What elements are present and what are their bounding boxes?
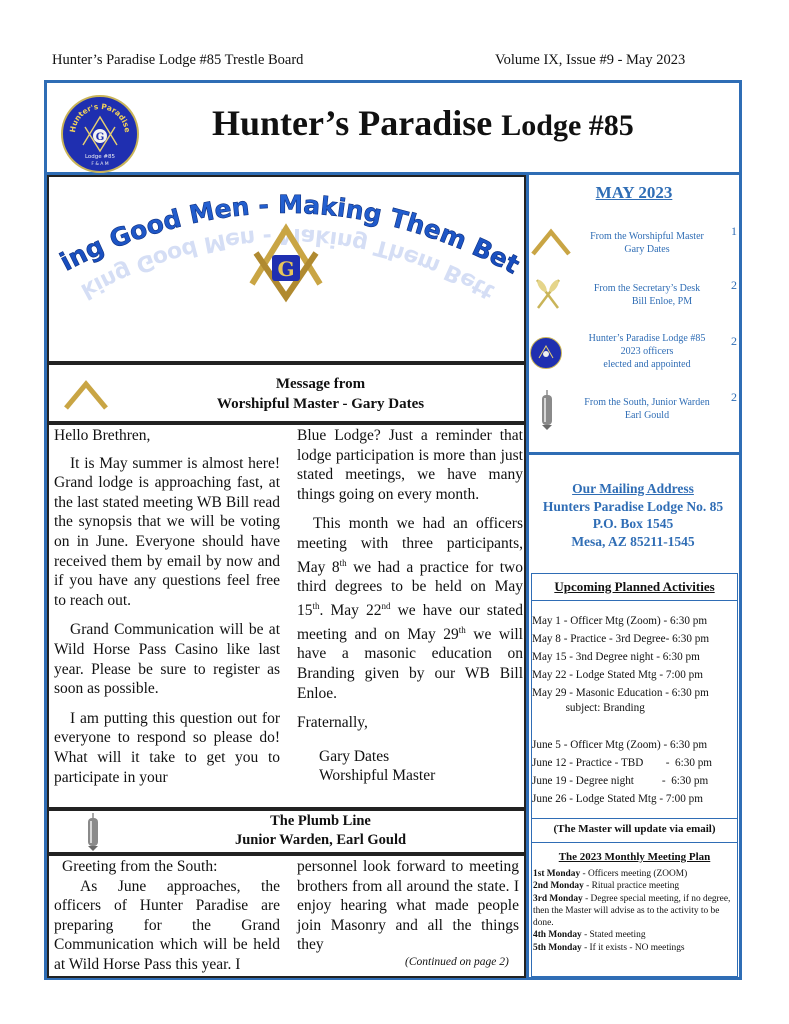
toc-item-line: Hunter’s Paradise Lodge #85 xyxy=(588,333,706,344)
paragraph: personnel look forward to meeting brothers from all around the state. I enjoy hearing what made people join Masonry and all the things they xyxy=(297,858,519,954)
plan-row: 2nd Monday - Ritual practice meeting xyxy=(533,881,680,892)
plan-row: 3rd Monday - Degree special meeting, if no degree, then the Master will advise as to the activity to be done. xyxy=(533,893,731,929)
activity-item: subject: Branding xyxy=(532,702,645,714)
toc-item-line: From the Secretary’s Desk xyxy=(593,283,701,294)
seal-bottom-text: F & A M xyxy=(91,162,109,167)
activity-item: May 8 - Practice - 3rd Degree- 6:30 pm xyxy=(532,633,710,645)
message-column-1 xyxy=(54,426,280,797)
signature-name: Gary Dates xyxy=(319,747,390,765)
toc-divider xyxy=(526,452,742,455)
square-icon xyxy=(531,228,571,260)
june-activities xyxy=(532,738,712,807)
paragraph: It is May summer is almost here! Grand lodge is approaching fast, at the last stated meeting WB Bill read the synopsis that we will be voting on in June. Everyone should have received them by email by now and if you have any questions feel free to reach out. xyxy=(54,454,280,609)
plumb-greeting: Greeting from the South: xyxy=(62,858,218,875)
closing: Fraternally, xyxy=(297,714,368,732)
title-lodge-number: Lodge #85 xyxy=(501,109,634,142)
seal-mid-text: Lodge #85 xyxy=(84,154,116,160)
activity-item: June 19 - Degree night - 6:30 pm xyxy=(532,775,709,787)
continued-note: (Continued on page 2) xyxy=(405,956,509,968)
title-main: Hunter’s Paradise xyxy=(212,103,493,143)
emblem-letter: G xyxy=(277,257,295,281)
mailing-address xyxy=(526,480,740,550)
toc-item-2[interactable] xyxy=(572,282,722,308)
activity-item: May 15 - 3nd Degree night - 6:30 pm xyxy=(532,651,700,663)
plumb-title-line1: The Plumb Line xyxy=(270,813,371,829)
paragraph: Blue Lodge? Just a reminder that lodge participation is more than just stated meetings, we have many things going on every month. xyxy=(297,427,523,503)
message-title xyxy=(118,374,523,414)
toc-item-line: 2023 officers xyxy=(620,346,674,357)
square-emblem-icon xyxy=(64,380,108,414)
note-divider-top xyxy=(531,818,738,819)
toc-page-number: 1 xyxy=(731,224,737,238)
toc-item-line: Bill Enloe, PM xyxy=(631,296,693,307)
mailing-line: Mesa, AZ 85211-1545 xyxy=(571,533,695,549)
running-header-right: Volume IX, Issue #9 - May 2023 xyxy=(495,52,686,68)
note-divider-bottom xyxy=(531,842,738,843)
toc-item-3[interactable] xyxy=(572,332,722,371)
lodge-seal-small-icon xyxy=(530,337,562,369)
mailing-line: P.O. Box 1545 xyxy=(592,516,674,531)
plan-row: 5th Monday - If it exists - NO meetings xyxy=(533,942,685,953)
toc-item-line: Earl Gould xyxy=(624,410,670,421)
paragraph: As June approaches, the officers of Hunter Paradise are preparing for the Grand Communication which will be held at Wild Horse Pass this year. I xyxy=(54,877,280,973)
seal-letter: G xyxy=(95,132,105,143)
toc-item-line: From the Worshipful Master xyxy=(590,231,704,242)
plumb-line-title xyxy=(118,812,523,850)
plumb-title-line2: Junior Warden, Earl Gould xyxy=(234,832,407,848)
plumb-bob-small-icon xyxy=(540,390,554,434)
plan-heading: The 2023 Monthly Meeting Plan xyxy=(558,851,711,863)
toc-page-number: 2 xyxy=(731,334,737,348)
plumb-bob-icon xyxy=(86,813,100,855)
may-activities xyxy=(532,614,709,716)
message-title-line1: Message from xyxy=(275,376,366,392)
newsletter-title xyxy=(212,102,634,144)
toc-item-1[interactable] xyxy=(572,230,722,256)
activity-item: June 5 - Officer Mtg (Zoom) - 6:30 pm xyxy=(532,739,708,751)
toc-item-line: From the South, Junior Warden xyxy=(584,397,710,408)
message-column-2 xyxy=(297,426,523,786)
toc-item-4[interactable] xyxy=(567,396,727,422)
activity-item: May 22 - Lodge Stated Mtg - 7:00 pm xyxy=(532,669,703,681)
greeting: Hello Brethren, xyxy=(54,427,151,444)
plumb-column-2 xyxy=(297,857,519,955)
plan-row: 1st Monday - Officers meeting (ZOOM) xyxy=(533,869,688,879)
activities-note: (The Master will update via email) xyxy=(553,823,716,835)
toc-item-line: elected and appointed xyxy=(603,359,691,370)
paragraph: Grand Communication will be at Wild Horse Pass Casino like last year. Please be sure to register as soon as possible. xyxy=(54,621,280,698)
mailing-head: Our Mailing Address xyxy=(572,481,694,496)
toc-page-number: 2 xyxy=(731,278,737,292)
activity-item: June 12 - Practice - TBD - 6:30 pm xyxy=(532,757,713,769)
activity-item: May 1 - Officer Mtg (Zoom) - 6:30 pm xyxy=(532,615,708,627)
paragraph: This month we had an officers meeting with three participants, May 8th we had a practice for two third degrees to be held on May 15th. May 22nd we have our stated meeting and on May 29th we will have a masonic education on Branding given by our WB Bill Enloe. xyxy=(297,515,523,702)
activities-heading: Upcoming Planned Activities xyxy=(554,579,715,594)
motto-arc-text: ing Good Men - Making Them Bet xyxy=(55,189,524,280)
crossed-quills-icon xyxy=(534,277,562,315)
signature-title: Worshipful Master xyxy=(319,767,436,785)
running-header-left: Hunter’s Paradise Lodge #85 Trestle Board xyxy=(52,52,304,68)
activities-divider xyxy=(531,600,738,601)
paragraph: I am putting this question out for everyone to respond so please do! What will it take to get you to participate in your xyxy=(54,709,280,786)
toc-title: MAY 2023 xyxy=(595,183,673,202)
toc-page-number: 2 xyxy=(731,390,737,404)
motto-banner xyxy=(47,175,526,363)
activity-item: May 29 - Masonic Education - 6:30 pm xyxy=(532,687,709,699)
lodge-seal-logo xyxy=(61,95,139,173)
plumb-column-1 xyxy=(54,857,280,975)
message-title-line2: Worshipful Master - Gary Dates xyxy=(216,396,425,412)
sidebar-divider xyxy=(526,172,529,978)
motto-reflection-text: king Good Men - Making Them Bett xyxy=(76,222,499,305)
meeting-plan-list xyxy=(533,868,736,954)
toc-item-line: Gary Dates xyxy=(624,244,670,255)
mailing-line: Hunters Paradise Lodge No. 85 xyxy=(542,498,724,514)
plan-row: 4th Monday - Stated meeting xyxy=(533,930,646,941)
activity-item: June 26 - Lodge Stated Mtg - 7:00 pm xyxy=(532,793,703,805)
seal-arc-text: Hunter's Paradise xyxy=(67,101,133,134)
